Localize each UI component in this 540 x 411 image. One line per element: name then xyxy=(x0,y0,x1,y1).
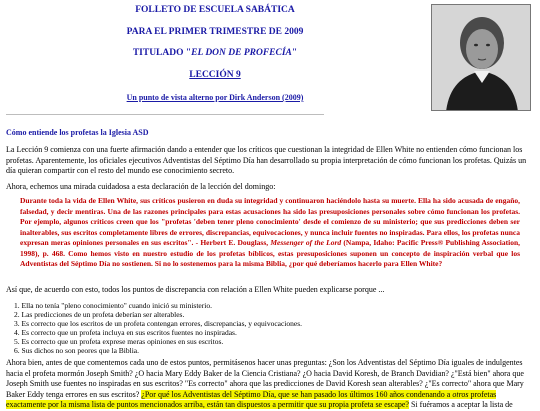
quote-book-title: Messenger of the Lord xyxy=(270,238,342,247)
questions-tail: Si fuéramos a aceptar la lista de xyxy=(408,400,513,409)
list-item: 4. Es correcto que un profeta incluya en sus escritos fuentes no inspiradas. xyxy=(14,327,237,337)
paragraph-questions xyxy=(6,358,534,411)
paragraph-summary: Así que, de acuerdo con esto, todos los puntos de discrepancia con relación a Ellen White pueden explicarse porque ... xyxy=(6,285,385,294)
questions-text: Ahora bien, antes de que comentemos cada uno de estos puntos, permitásenos hacer unas preguntas: ¿Son los Adventistas del Séptimo Día iguales de indulgentes hacia el profeta mormón Joseph Smith? ¿O hacia Mary Eddy Baker de la Ciencia Cristiana? ¿O hacia David Koresh, de Branch Davidian? ¿"Está bien" ahora que Joseph Smith use fuentes no inspiradas en sus escritos? "Es correcto" ahora que las predicciones de David Koresh sean alterables? ¿"Es correcto" ahora que Mary Baker Eddy tenga errores en sus escritos? xyxy=(6,358,524,399)
paragraph-intro: La Lección 9 comienza con una fuerte afirmación dando a entender que los críticos que cuestionan la integridad de Ellen White no entienden cómo funcionan los profetas. Aparentemente, los oficiales ejecutivos Adventistas del Séptimo Día han desarrollado su propia interpretación de cómo funcionan los profetas. Quizás un día quieran compartir con el resto del mundo ese conocimiento secreto. xyxy=(6,145,527,175)
highlighted-italic-word: otros xyxy=(452,389,469,399)
header-line-3-prefix: TITULADO " xyxy=(132,48,192,58)
horizontal-divider xyxy=(6,114,324,115)
section-heading: Cómo entiende los profetas la Iglesia ASD xyxy=(6,128,149,137)
header-line-3 xyxy=(0,47,430,60)
header-book-title: EL DON DE PROFECÍA xyxy=(191,48,292,58)
portrait-photo xyxy=(432,5,531,111)
quote-text-part-1: Durante toda la vida de Ellen White, sus críticos pusieron en duda su integridad y continuaron haciéndolo hasta su muerte. Ella ha sido acusada de engaño, falsedad, y decir mentiras. Una de las razones principales para estas acusaciones ha sido las presuposiciones personales sobre cómo funcionan los profetas. Por ejemplo, algunos críticos creen que los "profetas 'deben tener pleno conocimiento' desde el comienzo de su ministerio; que sus predicciones deben ser inalterables, sus escritos completamente libres de errores, discrepancias, equivocaciones, y nunca incluir fuentes no inspiradas. Para ellos, los profetas nunca expresan meras opiniones personales en sus escritos". - Herbert E. Douglass, xyxy=(20,196,520,247)
list-item: 5. Es correcto que un profeta exprese meras opiniones en sus escritos. xyxy=(14,336,224,346)
list-item: 1. Ella no tenía "pleno conocimiento" cuando inició su ministerio. xyxy=(14,301,212,310)
highlighted-question: ¿Por qué los Adventistas del Séptimo Día, que se han pasado los últimos 160 años condenando a otros profetas exactamente por la misma lista de puntos mencionados arriba, están tan dispuestos a permitir que su propia profeta se escape? xyxy=(6,389,497,409)
header-line-2: PARA EL PRIMER TRIMESTRE DE 2009 xyxy=(126,27,304,37)
list-item: 2. Las predicciones de un profeta deberían ser alterables. xyxy=(14,309,185,319)
header-line-1: FOLLETO DE ESCUELA SABÁTICA xyxy=(135,5,295,15)
header-line-3-suffix: " xyxy=(291,48,298,58)
lesson-quote xyxy=(20,196,520,270)
paragraph-lead-in: Ahora, echemos una mirada cuidadosa a esta declaración de la lección del domingo: xyxy=(6,182,276,191)
subtitle-link[interactable]: Un punto de vista alterno por Dirk Anderson (2009) xyxy=(126,93,304,102)
quote-text-part-2: (Nampa, Idaho: Pacific Press® Publishing Association, 1998), p. 468. Como hemos visto en nuestro estudio de los profetas bíblicos, estas presuposiciones suponen un concepto de inspiración verbal que los Adventistas del Séptimo Día no sostienen. Si no lo sostenemos para la misma Biblia, ¿por qué deberíamos hacerlo para Ellen White? xyxy=(20,238,520,268)
list-item: 6. Sus dichos no son peores que la Biblia. xyxy=(14,345,139,355)
numbered-list xyxy=(14,302,302,355)
portrait-image xyxy=(431,4,531,111)
list-item: 3. Es correcto que los escritos de un profeta contengan errores, discrepancias, y equivocaciones. xyxy=(14,318,303,328)
lesson-link[interactable]: LECCIÓN 9 xyxy=(189,70,241,80)
